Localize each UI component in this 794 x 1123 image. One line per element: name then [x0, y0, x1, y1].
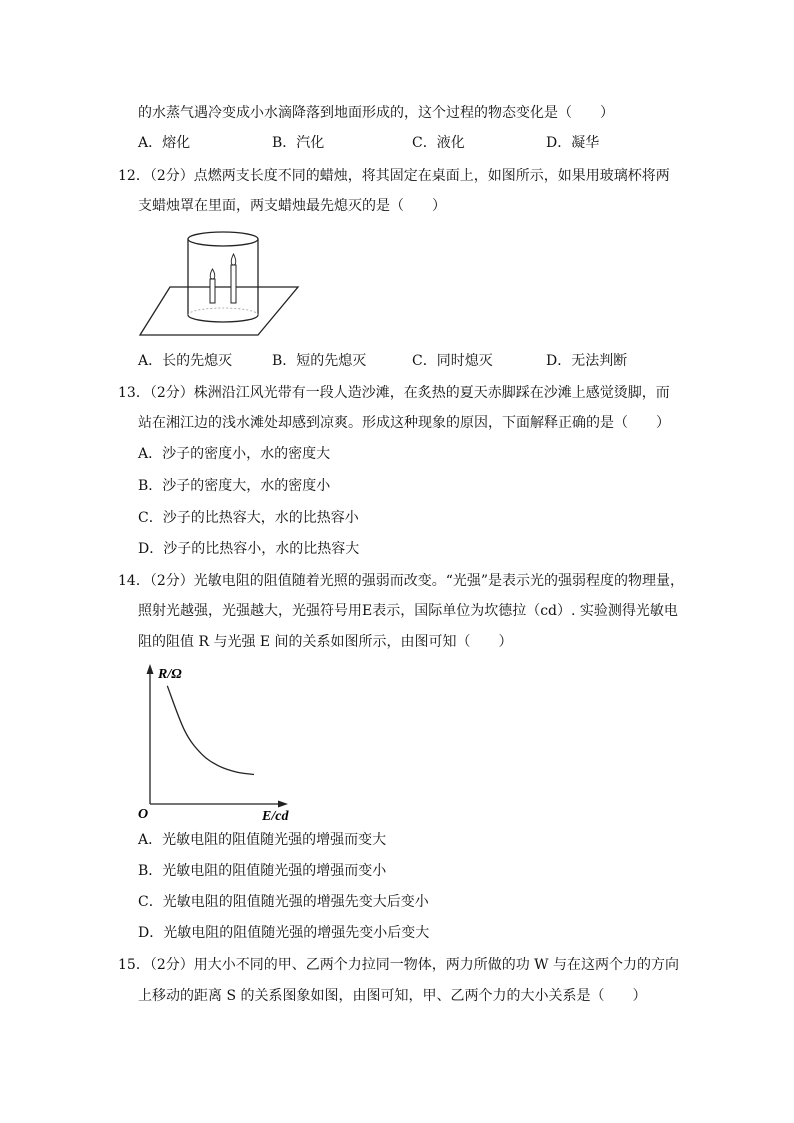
- glass-bottom-rim: [188, 315, 258, 322]
- tall-candle: [231, 265, 236, 303]
- glass-bottom-rim-back: [188, 308, 258, 315]
- q12-option-a[interactable]: A．长的先熄灭: [138, 353, 233, 369]
- q14-option-c[interactable]: C．光敏电阻的阻值随光强的增强先变大后变小: [138, 894, 429, 910]
- q14-option-a[interactable]: A．光敏电阻的阻值随光强的增强而变大: [138, 832, 387, 848]
- q11-option-b[interactable]: B．汽化: [272, 135, 325, 151]
- q13-option-c[interactable]: C．沙子的比热容大，水的比热容小: [138, 510, 359, 526]
- y-axis-arrow-icon: [147, 664, 154, 674]
- origin-label: O: [138, 807, 149, 822]
- x-axis-label: E/cd: [262, 809, 289, 824]
- q14-option-b[interactable]: B．光敏电阻的阻值随光强的增强而变小: [138, 863, 387, 879]
- r-e-curve: [167, 686, 254, 775]
- resistance-light-graph: [130, 658, 305, 828]
- x-axis-arrow-icon: [278, 801, 288, 808]
- q12-option-c[interactable]: C．同时熄灭: [412, 353, 493, 369]
- q13-stem-line2: 站在湘江边的浅水滩处却感到凉爽。形成这种现象的原因，下面解释正确的是（ ）: [138, 415, 670, 431]
- q13-option-b[interactable]: B．沙子的密度大，水的密度小: [138, 478, 331, 494]
- q14-stem-line1: 14．（2分）光敏电阻的阻值随着光照的强弱而改变。“光强”是表示光的强弱程度的物理量，: [118, 573, 685, 589]
- q12-stem-line2: 支蜡烛罩在里面，两支蜡烛最先熄灭的是（ ）: [138, 198, 446, 214]
- q11-option-d[interactable]: D．凝华: [546, 135, 600, 151]
- short-candle: [210, 279, 215, 303]
- q13-option-d[interactable]: D．沙子的比热容小，水的比热容大: [138, 541, 360, 557]
- table-surface: [140, 287, 298, 335]
- q11-option-c[interactable]: C．液化: [412, 135, 465, 151]
- tall-candle-flame-icon: [231, 254, 236, 265]
- q12-option-b[interactable]: B．短的先熄灭: [272, 353, 367, 369]
- y-axis-label: R/Ω: [158, 667, 182, 682]
- candle-jar-figure: [130, 225, 310, 345]
- q11-tail-line: 的水蒸气遇冷变成小水滴降落到地面形成的，这个过程的物态变化是（ ）: [138, 105, 614, 121]
- q11-option-a[interactable]: A．熔化: [138, 135, 191, 151]
- q12-option-d[interactable]: D．无法判断: [546, 353, 628, 369]
- q13-option-a[interactable]: A．沙子的密度小，水的密度大: [138, 446, 331, 462]
- q13-stem-line1: 13．（2分）株洲沿江风光带有一段人造沙滩，在炙热的夏天赤脚踩在沙滩上感觉烫脚，而: [118, 385, 670, 401]
- q14-stem-line2: 照射光越强，光强越大，光强符号用E表示，国际单位为坎德拉（cd）. 实验测得光敏电: [138, 603, 678, 619]
- short-candle-flame-icon: [210, 269, 215, 279]
- q14-stem-line3: 阻的阻值 R 与光强 E 间的关系如图所示，由图可知（ ）: [138, 634, 513, 650]
- q14-option-d[interactable]: D．光敏电阻的阻值随光强的增强先变小后变大: [138, 925, 430, 941]
- glass-top-rim: [188, 232, 258, 246]
- q15-stem-line2: 上移动的距离 S 的关系图象如图，由图可知，甲、乙两个力的大小关系是（ ）: [138, 988, 647, 1004]
- q15-stem-line1: 15．（2分）用大小不同的甲、乙两个力拉同一物体，两力所做的功 W 与在这两个力的方向: [118, 957, 680, 973]
- q12-stem-line1: 12．（2分）点燃两支长度不同的蜡烛，将其固定在桌面上，如图所示，如果用玻璃杯将两: [118, 168, 670, 184]
